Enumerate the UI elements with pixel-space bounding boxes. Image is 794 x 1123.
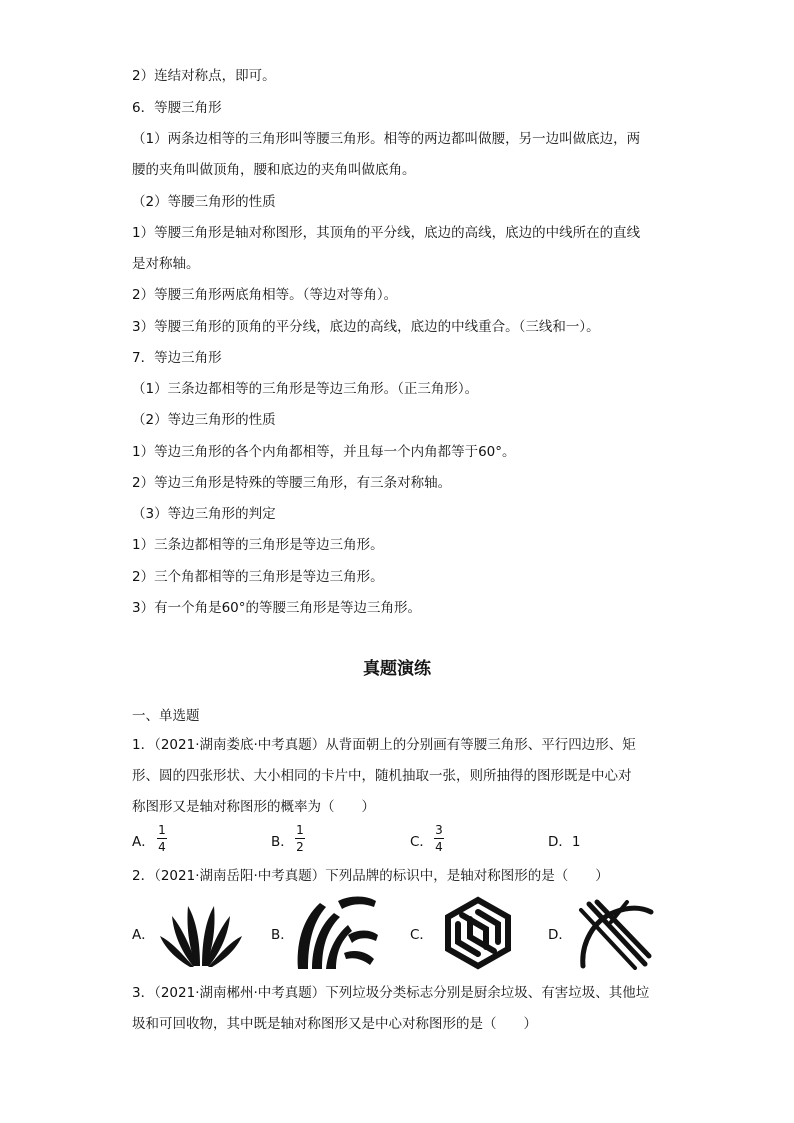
- numerator: 1: [158, 823, 166, 837]
- fraction-bar: [295, 838, 305, 839]
- question-text: 2．（2021·湖南岳阳·中考真题）下列品牌的标识中，是轴对称图形的是（ ）: [132, 868, 609, 884]
- section-title: 真题演练: [363, 659, 431, 679]
- text-line: 1）三条边都相等的三角形是等边三角形。: [132, 537, 384, 553]
- option-c-fraction: [434, 823, 444, 854]
- section-subtitle: 一、单选题: [132, 708, 200, 724]
- text-line: 3）有一个角是60°的等腰三角形是等边三角形。: [132, 600, 422, 616]
- text-line: （2）等腰三角形的性质: [132, 194, 276, 210]
- denominator: 4: [158, 840, 166, 854]
- option-b-label[interactable]: B．: [271, 927, 294, 943]
- numerator: 1: [296, 823, 304, 837]
- option-b-fraction: [295, 823, 305, 854]
- text-line: 2）等腰三角形两底角相等。（等边对等角）。: [132, 287, 398, 303]
- fraction-bar: [434, 838, 444, 839]
- text-line: 1）等边三角形的各个内角都相等，并且每一个内角都等于60°。: [132, 444, 516, 460]
- option-c-label[interactable]: C．: [410, 834, 433, 850]
- text-line: 1）等腰三角形是轴对称图形，其顶角的平分线，底边的高线，底边的中线所在的直线: [132, 225, 641, 241]
- text-line: 2）等边三角形是特殊的等腰三角形，有三条对称轴。: [132, 475, 452, 491]
- denominator: 2: [296, 840, 304, 854]
- text-line: 2）三个角都相等的三角形是等边三角形。: [132, 569, 384, 585]
- interlocking-squares-logo-icon[interactable]: [438, 895, 518, 971]
- crossed-swoosh-logo-icon[interactable]: [575, 898, 655, 970]
- question-text: 圾和可回收物，其中既是轴对称图形又是中心对称图形的是（ ）: [132, 1016, 537, 1032]
- heading-equilateral: 7．等边三角形: [132, 350, 222, 366]
- option-a-fraction: [157, 823, 167, 854]
- option-a-label[interactable]: A．: [132, 927, 155, 943]
- fan-petal-logo-icon[interactable]: [158, 898, 244, 968]
- option-a-label[interactable]: A．: [132, 834, 155, 850]
- fraction-bar: [157, 838, 167, 839]
- question-text: 形、圆的四张形状、大小相同的卡片中，随机抽取一张，则所抽得的图形既是中心对: [132, 768, 632, 784]
- question-text: 3．（2021·湖南郴州·中考真题）下列垃圾分类标志分别是厨余垃圾、有害垃圾、其他垃: [132, 985, 650, 1001]
- text-line: 腰的夹角叫做顶角，腰和底边的夹角叫做底角。: [132, 162, 416, 178]
- text-line: 2）连结对称点，即可。: [132, 68, 276, 84]
- denominator: 4: [435, 840, 443, 854]
- question-text: 称图形又是轴对称图形的概率为（ ）: [132, 799, 375, 815]
- option-c-label[interactable]: C．: [410, 927, 433, 943]
- text-line: （1）两条边相等的三角形叫等腰三角形。相等的两边都叫做腰，另一边叫做底边，两: [132, 131, 641, 147]
- text-line: （3）等边三角形的判定: [132, 506, 276, 522]
- text-line: （2）等边三角形的性质: [132, 412, 276, 428]
- option-d-label[interactable]: D．1: [548, 834, 581, 850]
- numerator: 3: [435, 823, 443, 837]
- option-b-label[interactable]: B．: [271, 834, 294, 850]
- heading-isosceles: 6．等腰三角形: [132, 100, 222, 116]
- text-line: （1）三条边都相等的三角形是等边三角形。（正三角形）。: [132, 381, 479, 397]
- text-line: 是对称轴。: [132, 256, 200, 272]
- question-text: 1．（2021·湖南娄底·中考真题）从背面朝上的分别画有等腰三角形、平行四边形、矩: [132, 737, 636, 753]
- text-line: 3）等腰三角形的顶角的平分线，底边的高线，底边的中线重合。（三线和一）。: [132, 319, 600, 335]
- curved-stripes-logo-icon[interactable]: [292, 893, 378, 971]
- option-d-label[interactable]: D．: [548, 927, 572, 943]
